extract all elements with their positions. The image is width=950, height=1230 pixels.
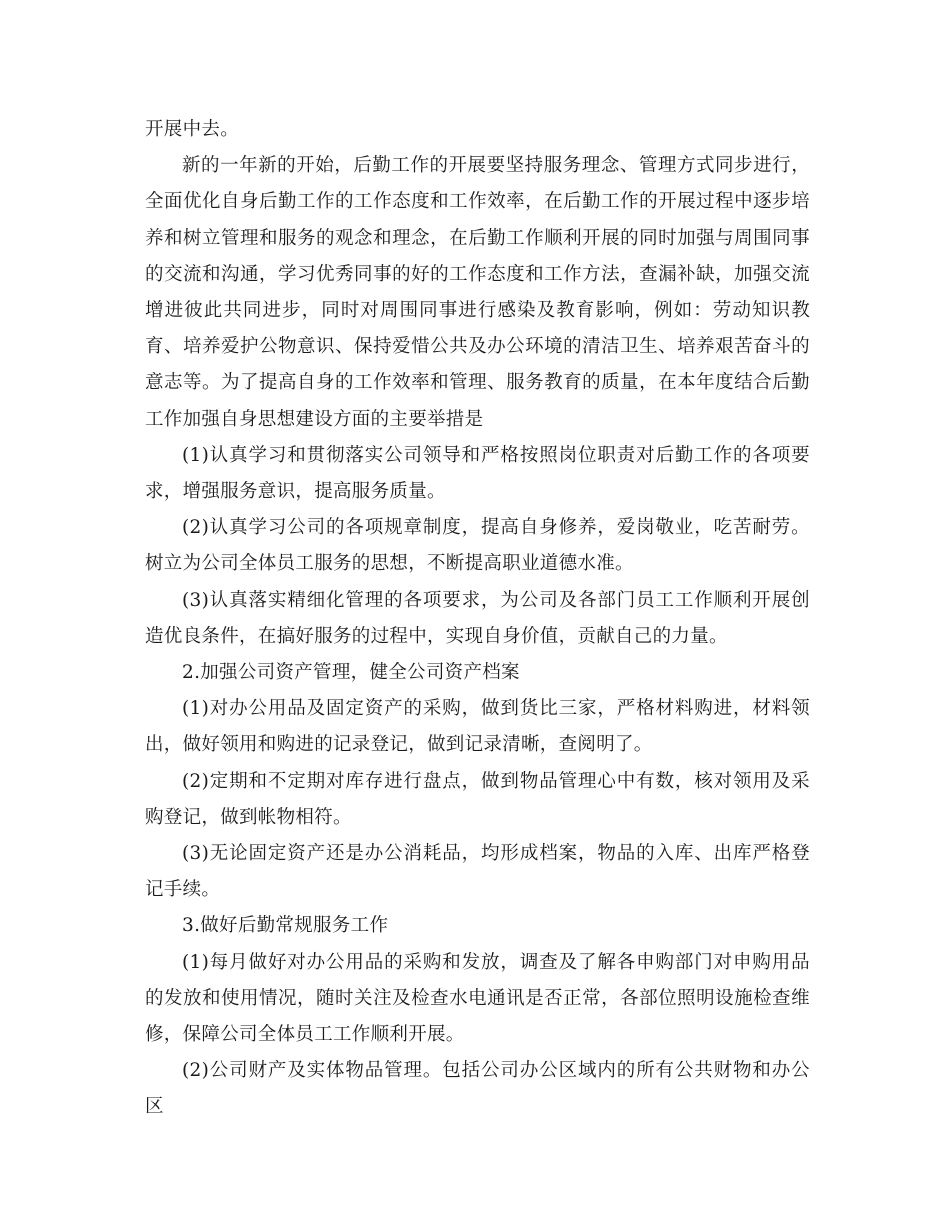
paragraph-8: (3)无论固定资产还是办公消耗品，均形成档案，物品的入库、出库严格登记手续。 [145,843,810,901]
paragraph-4: (3)认真落实精细化管理的各项要求，为公司及各部门员工工作顺利开展创造优良条件，在搞好服务的过程中，实现自身价值，贡献自己的力量。 [145,589,810,647]
paragraph-6: (1)对办公用品及固定资产的采购，做到货比三家，严格材料购进，材料领出，做好领用和购进的记录登记，做到记录清晰，查阅明了。 [145,698,810,756]
paragraph-10: (1)每月做好对办公用品的采购和发放，调查及了解各申购部门对申购用品的发放和使用情况，随时关注及检查水电通讯是否正常，各部位照明设施检查维修，保障公司全体员工工作顺利开展。 [145,951,810,1046]
section-heading-2: 2.加强公司资产管理，健全公司资产档案 [182,662,520,684]
paragraph-7: (2)定期和不定期对库存进行盘点，做到物品管理心中有数，核对领用及采购登记，做到帐物相符。 [145,770,810,828]
paragraph-2: (1)认真学习和贯彻落实公司领导和严格按照岗位职责对后勤工作的各项要求，增强服务意识，提高服务质量。 [145,444,810,503]
body-text [145,112,810,1126]
section-heading-3: 3.做好后勤常规服务工作 [182,915,389,937]
paragraph-11: (2)公司财产及实体物品管理。包括公司办公区域内的所有公共财物和办公区 [145,1060,810,1118]
paragraph-1: 新的一年新的开始，后勤工作的开展要坚持服务理念、管理方式同步进行，全面优化自身后勤工作的工作态度和工作效率，在后勤工作的开展过程中逐步培养和树立管理和服务的观念和理念，在后勤工作顺利开展的同时加强与周围同事的交流和沟通，学习优秀同事的好的工作态度和工作方法，查漏补缺，加强交流增进彼此共同进步，同时对周围同事进行感染及教育影响，例如：劳动知识教育、培养爱护公物意识、保持爱惜公共及办公环境的清洁卫生、培养艰苦奋斗的意志等。为了提高自身的工作效率和管理、服务教育的质量，在本年度结合后勤工作加强自身思想建设方面的主要举措是 [145,155,810,430]
paragraph-3: (2)认真学习公司的各项规章制度，提高自身修养，爱岗敬业，吃苦耐劳。树立为公司全体员工服务的思想，不断提高职业道德水准。 [145,517,810,575]
paragraph-0: 开展中去。 [145,119,240,140]
